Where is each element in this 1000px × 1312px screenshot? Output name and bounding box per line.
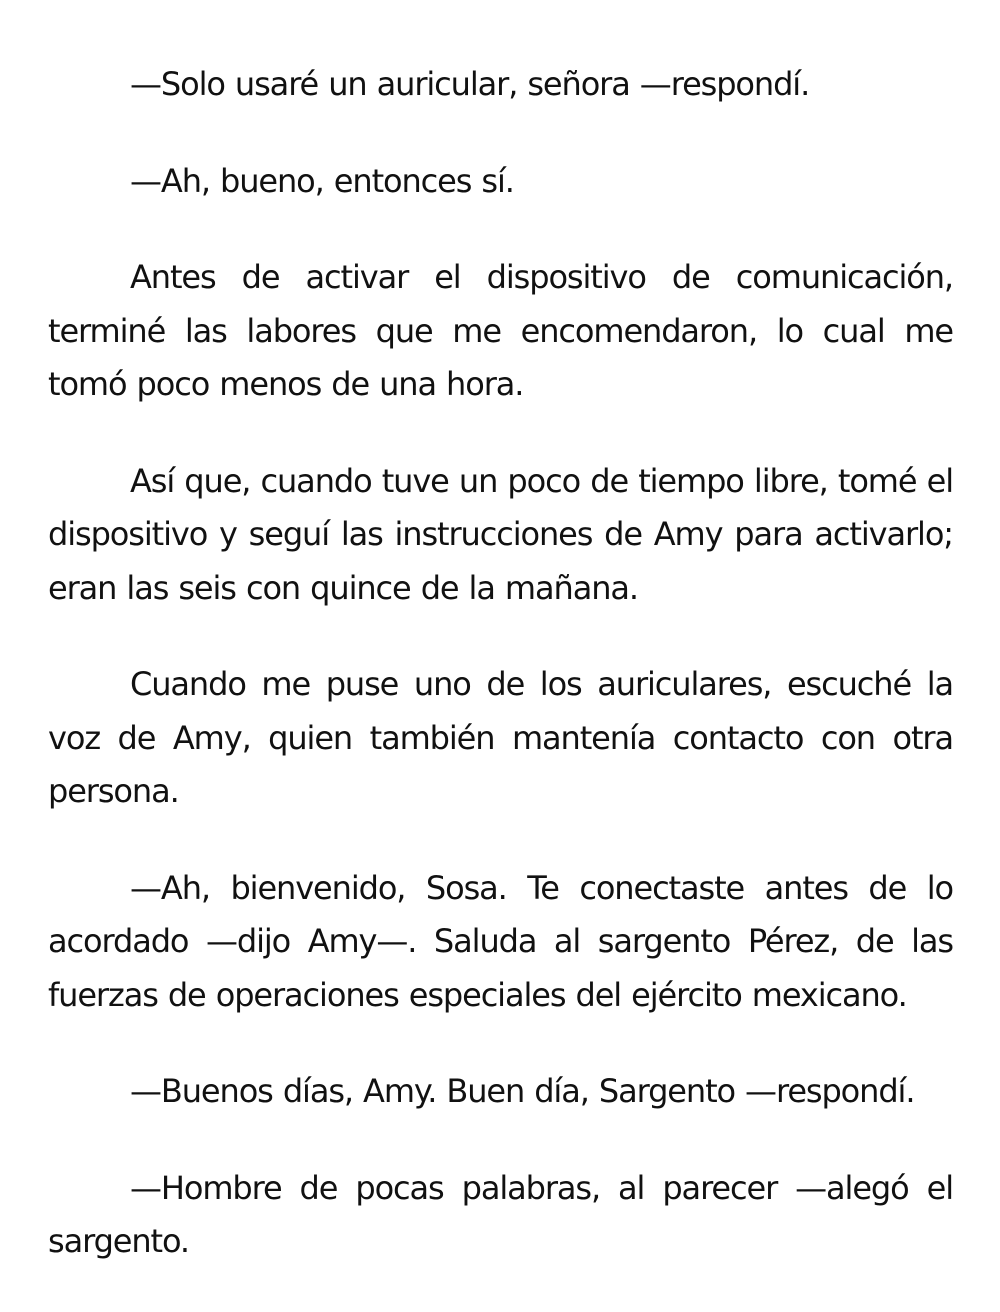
paragraph-8: —Hombre de pocas palabras, al parecer —alegó el sargento.	[48, 1168, 953, 1260]
paragraph-7: —Buenos días, Amy. Buen día, Sargento —respondí.	[130, 1072, 915, 1110]
paragraph-1: —Solo usaré un auricular, señora —respondí.	[130, 65, 810, 103]
paragraph-4: Así que, cuando tuve un poco de tiempo libre, tomé el dispositivo y seguí las instrucciones de Amy para activarlo; eran las seis con quince de la mañana.	[48, 461, 953, 607]
document-page	[48, 58, 953, 1312]
paragraph-6: —Ah, bienvenido, Sosa. Te conectaste antes de lo acordado —dijo Amy—. Saluda al sargento Pérez, de las fuerzas de operaciones especiales del ejército mexicano.	[48, 868, 953, 1014]
paragraph-5: Cuando me puse uno de los auriculares, escuché la voz de Amy, quien también mantenía contacto con otra persona.	[48, 665, 953, 810]
paragraph-2: —Ah, bueno, entonces sí.	[130, 161, 514, 200]
paragraph-3: Antes de activar el dispositivo de comunicación, terminé las labores que me encomendaron, lo cual me tomó poco menos de una hora.	[48, 258, 953, 403]
